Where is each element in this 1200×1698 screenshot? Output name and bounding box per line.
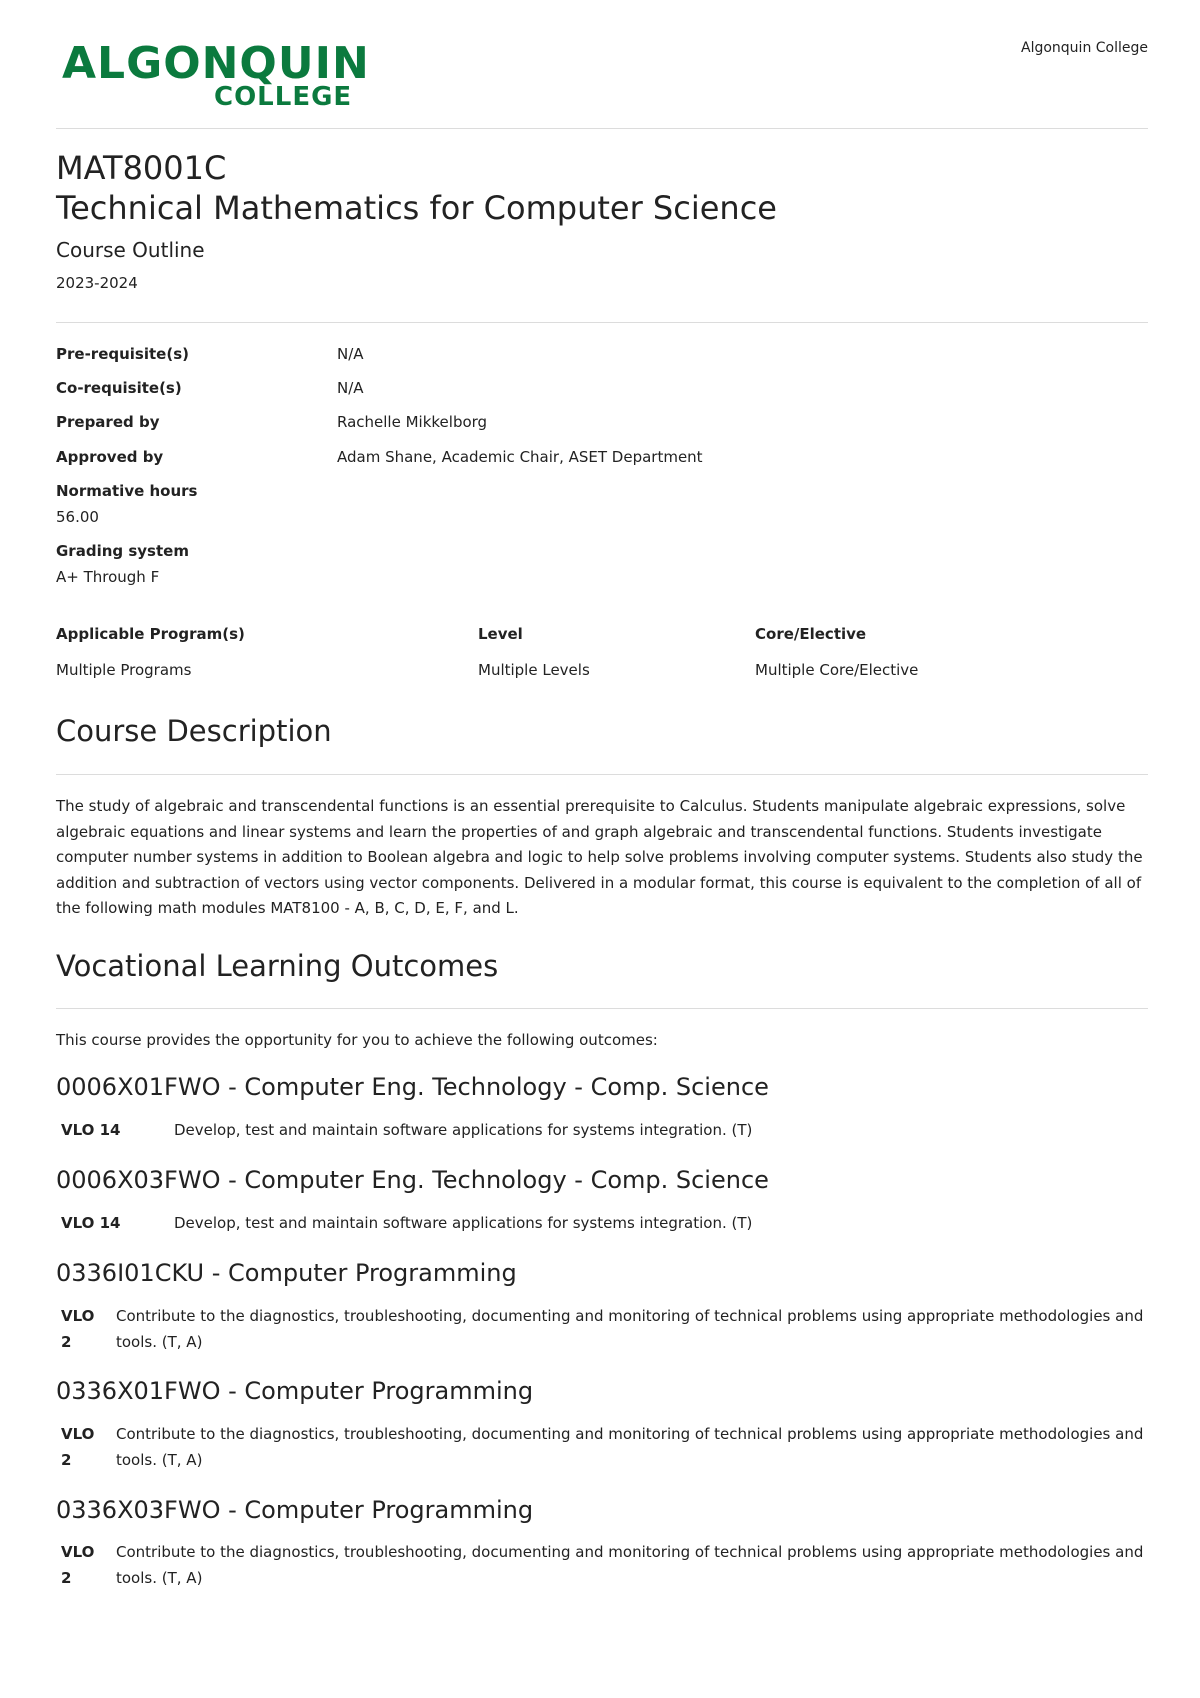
course-title: Technical Mathematics for Computer Science	[56, 189, 777, 227]
program-title: 0336X03FWO - Computer Programming	[56, 1496, 534, 1524]
course-subtitle: Course Outline	[56, 238, 205, 262]
course-description-heading: Course Description	[56, 714, 332, 748]
program-title: 0336X01FWO - Computer Programming	[56, 1377, 534, 1405]
course-year: 2023-2024	[56, 274, 138, 292]
vlo-label: VLO 2	[61, 1425, 95, 1469]
divider	[56, 322, 1148, 323]
approved-by-label: Approved by	[56, 448, 164, 466]
divider	[56, 1008, 1148, 1009]
approved-by-value: Adam Shane, Academic Chair, ASET Department	[337, 448, 703, 466]
program-title: 0336I01CKU - Computer Programming	[56, 1259, 517, 1287]
prerequisite-label: Pre-requisite(s)	[56, 345, 189, 363]
vocational-outcomes-heading: Vocational Learning Outcomes	[56, 949, 499, 983]
grading-system-value: A+ Through F	[56, 568, 160, 586]
corequisite-label: Co-requisite(s)	[56, 379, 182, 397]
core-elective-header: Core/Elective	[755, 625, 867, 643]
vlo-text: Develop, test and maintain software applications for systems integration. (T)	[174, 1214, 753, 1232]
prepared-by-value: Rachelle Mikkelborg	[337, 413, 488, 431]
course-description-text: The study of algebraic and transcendental functions is an essential prerequisite to Calculus. Students manipulate algebraic expressions, solve algebraic equations and linear systems and learn the properties of and graph algebraic and transcendental functions. Students investigate computer number systems in addition to Boolean algebra and logic to help solve problems involving computer systems. Students also study the addition and subtraction of vectors using vector components. Delivered in a modular format, this course is equivalent to the completion of all of the following math modules MAT8100 - A, B, C, D, E, F, and L.	[56, 797, 1143, 917]
divider	[56, 774, 1148, 775]
grading-system-label: Grading system	[56, 542, 189, 560]
program-title: 0006X01FWO - Computer Eng. Technology - Comp. Science	[56, 1073, 769, 1101]
normative-hours-label: Normative hours	[56, 482, 198, 500]
algonquin-logo: ALGONQUIN COLLEGE	[62, 38, 370, 112]
vlo-text: Contribute to the diagnostics, troubleshooting, documenting and monitoring of technical problems using appropriate methodologies and tools. (T, A)	[116, 1543, 1144, 1587]
page-header	[56, 0, 1148, 129]
vlo-label: VLO 14	[61, 1214, 121, 1232]
normative-hours-value: 56.00	[56, 508, 99, 526]
vlo-label: VLO 2	[61, 1543, 95, 1587]
vlo-label: VLO 14	[61, 1121, 121, 1139]
prerequisite-value: N/A	[337, 345, 364, 363]
vlo-label: VLO 2	[61, 1307, 95, 1351]
program-title: 0006X03FWO - Computer Eng. Technology - Comp. Science	[56, 1166, 769, 1194]
applicable-programs-header: Applicable Program(s)	[56, 625, 245, 643]
prepared-by-label: Prepared by	[56, 413, 160, 431]
applicable-programs-value: Multiple Programs	[56, 661, 192, 679]
vlo-text: Develop, test and maintain software applications for systems integration. (T)	[174, 1121, 753, 1139]
vlo-text: Contribute to the diagnostics, troubleshooting, documenting and monitoring of technical problems using appropriate methodologies and tools. (T, A)	[116, 1425, 1144, 1469]
core-elective-value: Multiple Core/Elective	[755, 661, 919, 679]
outcomes-intro: This course provides the opportunity for you to achieve the following outcomes:	[56, 1031, 658, 1049]
corequisite-value: N/A	[337, 379, 364, 397]
course-code: MAT8001C	[56, 149, 227, 187]
institution-name: Algonquin College	[1021, 40, 1148, 56]
course-outline-page	[56, 0, 1148, 1587]
level-value: Multiple Levels	[478, 661, 590, 679]
level-header: Level	[478, 625, 523, 643]
vlo-text: Contribute to the diagnostics, troubleshooting, documenting and monitoring of technical problems using appropriate methodologies and tools. (T, A)	[116, 1307, 1144, 1351]
